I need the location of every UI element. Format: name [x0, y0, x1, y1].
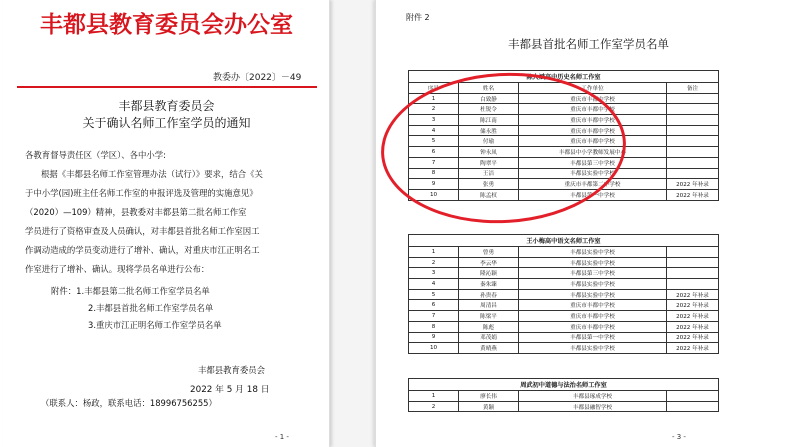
body-line: 作调动造成的学员变动进行了增补、确认，对重庆市江正明名工 [25, 245, 260, 255]
work-unit: 丰都县第一中学校 [519, 189, 667, 200]
member-name: 孙贵春 [459, 289, 519, 300]
notice-title-line2: 关于确认名师工作室学员的通知 [82, 116, 251, 130]
studio-table-chinese [408, 234, 719, 354]
member-name: 曾勇 [459, 247, 519, 258]
studio-name: 周武初中道德与法治名师工作室 [409, 379, 719, 391]
remark [667, 391, 719, 402]
column-header: 姓名 [459, 83, 519, 94]
table-row [409, 179, 719, 190]
remark [667, 247, 719, 258]
row-number: 1 [409, 247, 459, 258]
remark [667, 157, 719, 168]
table-row [409, 115, 719, 126]
studio-name-row [409, 379, 719, 391]
table-row [409, 391, 719, 402]
attachment-line: 2.丰都县首批名师工作室学员名单 [88, 303, 214, 313]
page-number: - 3 - [672, 433, 686, 441]
table-row [409, 93, 719, 104]
remark [667, 125, 719, 136]
remark: 2022 年补录 [667, 189, 719, 200]
body-line: 于中小学(园)班主任名师工作室的申报评选及管理的实施意见》 [25, 188, 258, 198]
work-unit: 丰都县融智学校 [519, 401, 667, 412]
table-header-row [409, 83, 719, 94]
table-row [409, 247, 719, 258]
table-row [409, 311, 719, 322]
row-number: 3 [409, 115, 459, 126]
table-row [409, 147, 719, 158]
row-number: 4 [409, 125, 459, 136]
work-unit: 重庆市丰都中学校 [519, 136, 667, 147]
row-number: 3 [409, 268, 459, 279]
member-name: 王洁 [459, 168, 519, 179]
member-name: 黄晴燕 [459, 343, 519, 354]
signature: 丰都县教育委员会 [198, 365, 265, 375]
table-row [409, 125, 719, 136]
row-number: 1 [409, 93, 459, 104]
table-row [409, 189, 719, 200]
table-row [409, 343, 719, 354]
work-unit: 丰都县中小学教师发展中心 [519, 147, 667, 158]
row-number: 1 [409, 391, 459, 402]
body-line: 根据《丰都县名师工作室管理办法（试行）》要求，结合《关 [41, 169, 263, 179]
page-gutter [330, 0, 375, 447]
table-row [409, 257, 719, 268]
work-unit: 丰都县实验中学校 [519, 279, 667, 290]
document-page-right [375, 0, 800, 447]
remark [667, 268, 719, 279]
studio-name: 王小梅高中语文名师工作室 [409, 235, 719, 247]
work-unit: 重庆市丰都中学校 [519, 115, 667, 126]
member-name: 杜锐令 [459, 104, 519, 115]
work-unit: 重庆市丰都中学校 [519, 104, 667, 115]
remark [667, 104, 719, 115]
remark [667, 115, 719, 126]
remark: 2022 年补录 [667, 179, 719, 190]
work-unit: 重庆市丰都第二中学校 [519, 179, 667, 190]
remark [667, 93, 719, 104]
member-name: 陈江南 [459, 115, 519, 126]
work-unit: 丰都县实验中学校 [519, 247, 667, 258]
remark [667, 401, 719, 412]
column-header: 备注 [667, 83, 719, 94]
row-number: 2 [409, 401, 459, 412]
row-number: 2 [409, 257, 459, 268]
remark [667, 147, 719, 158]
remark [667, 279, 719, 290]
work-unit: 重庆市丰都中学校 [519, 300, 667, 311]
row-number: 7 [409, 311, 459, 322]
work-unit: 重庆市丰都中学校 [519, 311, 667, 322]
attachment-line: 附件：1.丰都县第二批名师工作室学员名单 [51, 286, 210, 296]
remark: 2022 年补录 [667, 289, 719, 300]
member-name: 秦朱臻 [459, 279, 519, 290]
salutation: 各教育督导责任区（学区）、各中小学: [25, 150, 167, 160]
red-divider [17, 86, 317, 88]
work-unit: 重庆市丰都中学校 [519, 321, 667, 332]
table-row [409, 300, 719, 311]
work-unit: 丰都县实验中学校 [519, 343, 667, 354]
row-number: 7 [409, 157, 459, 168]
member-name: 隆沁颖 [459, 268, 519, 279]
column-header: 序号 [409, 83, 459, 94]
remark [667, 136, 719, 147]
row-number: 10 [409, 343, 459, 354]
studio-name-row [409, 71, 719, 83]
member-name: 白致静 [459, 93, 519, 104]
table-row [409, 321, 719, 332]
work-unit: 重庆市丰都中学校 [519, 125, 667, 136]
member-name: 张勇 [459, 179, 519, 190]
member-name: 周清昌 [459, 300, 519, 311]
member-name: 廖长伟 [459, 391, 519, 402]
member-name: 钟永凤 [459, 147, 519, 158]
notice-title-line1: 丰都县教育委员会 [118, 99, 215, 113]
contact-info: （联系人：杨政，联系电话：18996756255） [41, 398, 217, 408]
remark: 2022 年补录 [667, 300, 719, 311]
table-row [409, 136, 719, 147]
member-name: 黄颖 [459, 401, 519, 412]
work-unit: 丰都县第一中学校 [519, 332, 667, 343]
table-row [409, 168, 719, 179]
page-number: - 1 - [275, 433, 289, 441]
row-number: 4 [409, 279, 459, 290]
work-unit: 丰都县第三中学校 [519, 157, 667, 168]
column-header: 工作单位 [519, 83, 667, 94]
member-name: 陈彪 [459, 321, 519, 332]
work-unit: 丰都县第三中学校 [519, 268, 667, 279]
row-number: 9 [409, 332, 459, 343]
member-name: 陈梁平 [459, 311, 519, 322]
studio-name-row [409, 235, 719, 247]
work-unit: 丰都县实验中学校 [519, 257, 667, 268]
row-number: 9 [409, 179, 459, 190]
body-line: （2020）—109）精神，县教委对丰都县第二批名师工作室 [25, 207, 247, 217]
row-number: 8 [409, 321, 459, 332]
row-number: 2 [409, 104, 459, 115]
table-row [409, 279, 719, 290]
studio-table-moral [408, 378, 719, 412]
remark: 2022 年补录 [667, 311, 719, 322]
work-unit: 丰都县琢成学校 [519, 391, 667, 402]
document-number: 教委办〔2022〕－49 [213, 73, 302, 83]
table-row [409, 104, 719, 115]
remark [667, 257, 719, 268]
document-page-left [3, 0, 330, 447]
table-row [409, 289, 719, 300]
remark: 2022 年补录 [667, 321, 719, 332]
table-row [409, 401, 719, 412]
work-unit: 丰都县实验中学校 [519, 289, 667, 300]
work-unit: 丰都县实验中学校 [519, 168, 667, 179]
row-number: 10 [409, 189, 459, 200]
remark [667, 168, 719, 179]
attachment-label: 附件 2 [406, 13, 430, 22]
member-name: 李云华 [459, 257, 519, 268]
remark: 2022 年补录 [667, 332, 719, 343]
row-number: 5 [409, 289, 459, 300]
table-row [409, 268, 719, 279]
row-number: 5 [409, 136, 459, 147]
row-number: 6 [409, 147, 459, 158]
member-name: 付瑜 [459, 136, 519, 147]
attachment-line: 3.重庆市江正明名师工作室学员名单 [88, 320, 222, 330]
member-name: 邓茂娟 [459, 332, 519, 343]
list-title: 丰都县首批名师工作室学员名单 [508, 37, 669, 51]
studio-name: 陈大斌高中历史名师工作室 [409, 71, 719, 83]
date: 2022 年 5 月 18 日 [190, 385, 270, 395]
table-row [409, 157, 719, 168]
work-unit: 重庆市丰都中学校 [519, 93, 667, 104]
body-line: 学员进行了资格审查及人员确认，对丰都县首批名师工作室因工 [25, 226, 260, 236]
table-row [409, 332, 719, 343]
member-name: 陈孟权 [459, 189, 519, 200]
row-number: 8 [409, 168, 459, 179]
member-name: 陶翠平 [459, 157, 519, 168]
member-name: 储永胜 [459, 125, 519, 136]
red-header: 丰都县教育委员会办公室 [40, 12, 293, 38]
row-number: 6 [409, 300, 459, 311]
studio-table-history [408, 70, 719, 201]
body-line: 作室进行了增补、确认。现将学员名单进行公布： [25, 264, 210, 274]
remark: 2022 年补录 [667, 343, 719, 354]
